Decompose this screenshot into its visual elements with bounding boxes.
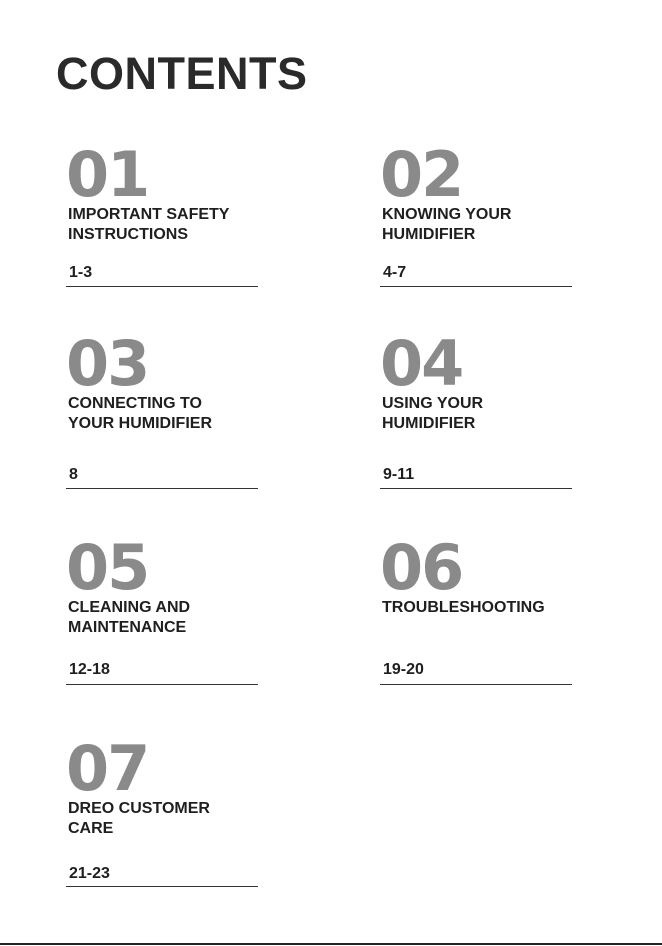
toc-section-01[interactable]	[66, 138, 258, 289]
divider-line	[66, 684, 258, 685]
divider-line	[66, 886, 258, 887]
section-title	[382, 598, 572, 618]
toc-section-04[interactable]	[380, 327, 572, 491]
section-number: 06	[380, 531, 463, 604]
section-number: 03	[66, 327, 149, 400]
section-title-line: KNOWING YOUR	[382, 206, 512, 223]
page-range: 19-20	[383, 661, 424, 678]
page-range: 4-7	[383, 264, 407, 281]
section-title	[68, 799, 258, 839]
divider-line	[380, 684, 572, 685]
section-title-line: HUMIDIFIER	[382, 226, 476, 243]
toc-section-03[interactable]	[66, 327, 258, 491]
page-title: CONTENTS	[56, 48, 308, 99]
section-title-line: IMPORTANT SAFETY	[68, 206, 230, 223]
section-title	[382, 394, 572, 434]
toc-section-02[interactable]	[380, 138, 572, 289]
section-title-line: INSTRUCTIONS	[68, 226, 188, 243]
toc-section-05[interactable]	[66, 531, 258, 687]
divider-line	[380, 488, 572, 489]
page-range: 21-23	[69, 865, 110, 882]
page-range: 9-11	[383, 466, 415, 483]
section-number: 01	[66, 138, 149, 211]
section-title	[382, 205, 572, 245]
section-title-line: CONNECTING TO	[68, 395, 202, 412]
section-title-line: YOUR HUMIDIFIER	[68, 415, 212, 432]
page-range: 12-18	[69, 661, 110, 678]
section-number: 04	[380, 327, 463, 400]
section-title-line: HUMIDIFIER	[382, 415, 476, 432]
page-range: 1-3	[69, 264, 93, 281]
section-title-line: TROUBLESHOOTING	[382, 599, 545, 616]
section-title-line: DREO CUSTOMER	[68, 800, 210, 817]
divider-line	[380, 286, 572, 287]
section-title	[68, 598, 258, 638]
section-number: 05	[66, 531, 149, 604]
section-number: 02	[380, 138, 463, 211]
section-title	[68, 394, 258, 434]
section-title-line: CLEANING AND	[68, 599, 191, 616]
toc-section-07[interactable]	[66, 732, 258, 890]
section-title-line: CARE	[68, 820, 114, 837]
page-bottom-border	[0, 943, 662, 945]
toc-section-06[interactable]	[380, 531, 572, 687]
section-number: 07	[66, 732, 149, 805]
section-title	[68, 205, 258, 245]
divider-line	[66, 286, 258, 287]
divider-line	[66, 488, 258, 489]
section-title-line: MAINTENANCE	[68, 619, 187, 636]
section-title-line: USING YOUR	[382, 395, 484, 412]
page-range: 8	[69, 466, 78, 483]
